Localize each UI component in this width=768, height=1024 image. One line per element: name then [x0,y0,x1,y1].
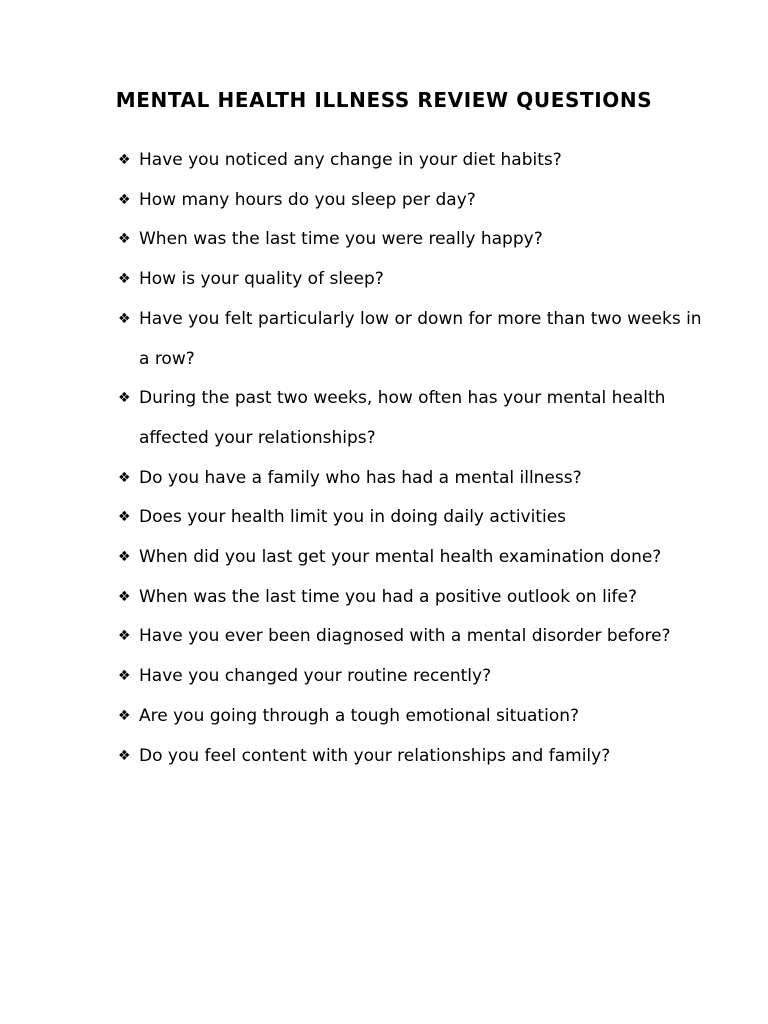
diamond-bullet-icon: ❖ [118,191,131,208]
list-item [118,617,708,657]
question-text: Are you going through a tough emotional situation? [139,705,580,726]
question-text: Have you felt particularly low or down for more than two weeks in a row? [139,308,702,369]
diamond-bullet-icon: ❖ [118,549,131,566]
diamond-bullet-icon: ❖ [118,271,131,288]
list-item [118,181,708,221]
diamond-bullet-icon: ❖ [118,628,131,645]
question-text: During the past two weeks, how often has your mental health affected your relationships? [139,388,666,448]
question-list [118,141,708,776]
question-text: Have you ever been diagnosed with a mental disorder before? [139,626,671,647]
page-title: MENTAL HEALTH ILLNESS REVIEW QUESTIONS [115,88,653,112]
question-text: Have you changed your routine recently? [139,666,492,687]
question-text: How many hours do you sleep per day? [139,189,476,210]
list-item [118,459,708,499]
list-item [118,578,708,618]
question-text: Does your health limit you in doing daily activities [139,507,567,528]
list-item [118,220,708,260]
question-text: Have you noticed any change in your diet habits? [139,150,562,170]
list-item [118,538,708,578]
question-text: Do you have a family who has had a mental illness? [139,467,582,488]
diamond-bullet-icon: ❖ [118,390,131,407]
diamond-bullet-icon: ❖ [118,747,131,764]
list-item [118,260,708,300]
diamond-bullet-icon: ❖ [118,152,131,168]
question-text: How is your quality of sleep? [139,269,384,290]
list-item [118,697,708,737]
diamond-bullet-icon: ❖ [118,231,131,248]
question-text: When was the last time you had a positive outlook on life? [139,586,638,607]
question-text: When was the last time you were really happy? [139,229,543,250]
diamond-bullet-icon: ❖ [118,469,131,486]
list-item [118,141,708,181]
list-item [118,498,708,538]
diamond-bullet-icon: ❖ [118,588,131,605]
diamond-bullet-icon: ❖ [118,509,131,526]
list-item [118,300,708,379]
list-item [118,379,708,458]
diamond-bullet-icon: ❖ [118,707,131,724]
question-text: When did you last get your mental health examination done? [139,547,662,568]
diamond-bullet-icon: ❖ [118,310,131,327]
list-item [118,657,708,697]
list-item [118,737,708,777]
question-text: Do you feel content with your relationships and family? [139,745,611,766]
diamond-bullet-icon: ❖ [118,668,131,685]
